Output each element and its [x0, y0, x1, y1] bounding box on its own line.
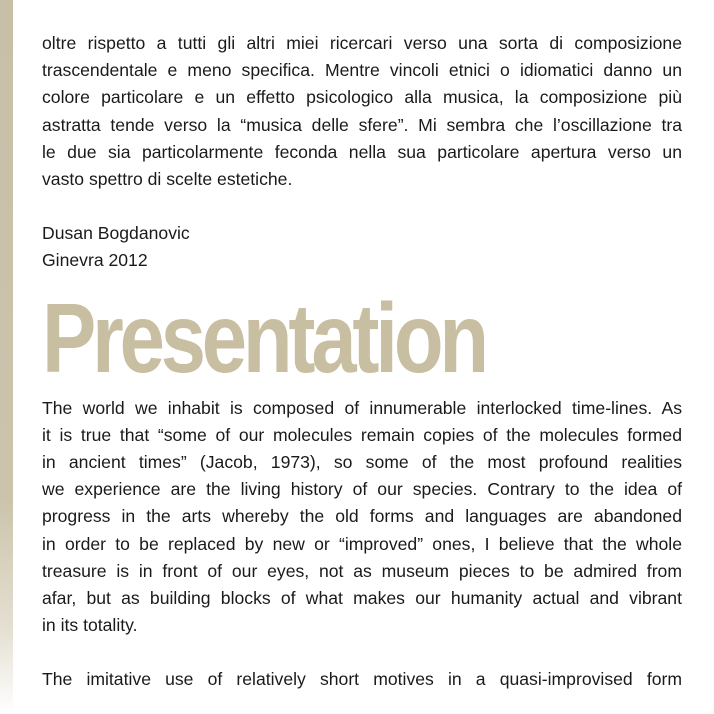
signature-author: Dusan Bogdanovic	[42, 223, 190, 244]
intro-line: astratta tende verso la “musica delle sfere”. Mi sembra che l’oscillazione tra	[42, 114, 682, 135]
intro-line: vasto spettro di scelte estetiche.	[42, 169, 293, 190]
presentation-line: in its totality.	[42, 615, 138, 636]
presentation-paragraph	[42, 395, 682, 640]
intro-paragraph	[42, 30, 682, 193]
continuation-line: The imitative use of relatively short motives in a quasi-improvised form	[42, 669, 682, 690]
presentation-line: it is true that “some of our molecules remain copies of the molecules formed	[42, 424, 682, 445]
presentation-line: in order to be replaced by new or “improved” ones, I believe that the whole	[42, 533, 682, 554]
signature-place-date: Ginevra 2012	[42, 250, 148, 271]
page-content	[42, 30, 682, 694]
presentation-line: progress in the arts whereby the old forms and languages are abandoned	[42, 506, 682, 527]
intro-line: oltre rispetto a tutti gli altri miei ricercari verso una sorta di composizione	[42, 33, 682, 53]
decorative-side-bar	[0, 0, 13, 714]
section-heading: Presentation	[42, 282, 485, 393]
presentation-line: The world we inhabit is composed of innumerable interlocked time-lines. As	[42, 397, 682, 418]
intro-line: trascendentale e meno specifica. Mentre vincoli etnici o idiomatici danno un	[42, 60, 682, 81]
presentation-line: in ancient times” (Jacob, 1973), so some of the most profound realities	[42, 452, 682, 473]
presentation-line: afar, but as building blocks of what makes our humanity actual and vibrant	[42, 588, 682, 609]
intro-line: le due sia particolarmente feconda nella sua particolare apertura verso un	[42, 141, 682, 162]
presentation-line: we experience are the living history of our species. Contrary to the idea of	[42, 479, 682, 500]
presentation-line: treasure is in front of our eyes, not as museum pieces to be admired from	[42, 560, 682, 581]
continuation-paragraph	[42, 666, 682, 693]
intro-line: colore particolare e un effetto psicologico alla musica, la composizione più	[42, 87, 682, 108]
